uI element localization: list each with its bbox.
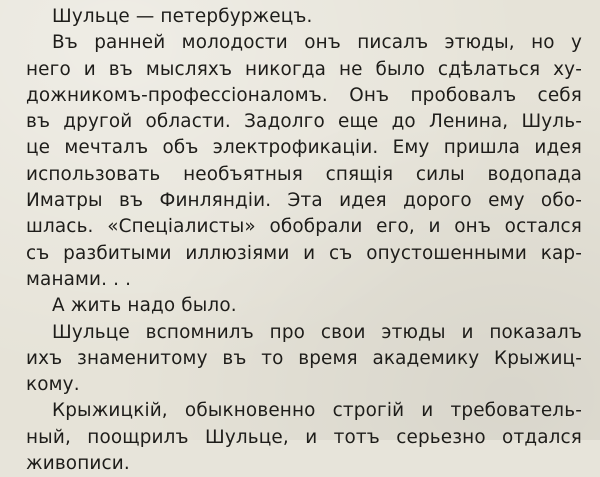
text-line: А жить надо было.: [52, 295, 237, 317]
text-line: манами. . .: [26, 268, 132, 290]
page-body-text: [26, 4, 582, 477]
text-line: дожникомъ-профессіоналомъ. Онъ пробовалъ себя: [26, 84, 582, 106]
text-line: Шульце вспомнилъ про свои этюды и показалъ: [52, 321, 582, 343]
text-line: съ разбитыми иллюзіями и съ опустошенными кар-: [26, 242, 582, 264]
text-line: кому.: [26, 374, 80, 396]
text-line: шлась. «Спеціалисты» обобрали его, и онъ остался: [26, 216, 582, 238]
text-line: ихъ знаменитому въ то время академику Крыжиц-: [26, 347, 582, 369]
text-line: въ другой области. Задолго еще до Ленина, Шуль-: [26, 111, 582, 133]
text-line: использовать необъятныя спящія силы водопада: [26, 163, 582, 185]
text-line: него и въ мысляхъ никогда не было сдѣлаться ху-: [26, 58, 582, 80]
text-line: Въ ранней молодости онъ писалъ этюды, но у: [52, 32, 582, 54]
text-line: ный, поощрилъ Шульце, и тотъ серьезно отдался: [26, 426, 582, 448]
text-line: Иматры въ Финляндіи. Эта идея дорого ему обо-: [26, 190, 582, 212]
text-line: Крыжицкій, обыкновенно строгій и требователь-: [52, 400, 582, 422]
text-line: Шульце — петербуржецъ.: [52, 6, 313, 27]
text-line: це мечталъ объ электрофикаціи. Ему пришла идея: [26, 137, 582, 159]
text-line: живописи.: [26, 453, 130, 475]
